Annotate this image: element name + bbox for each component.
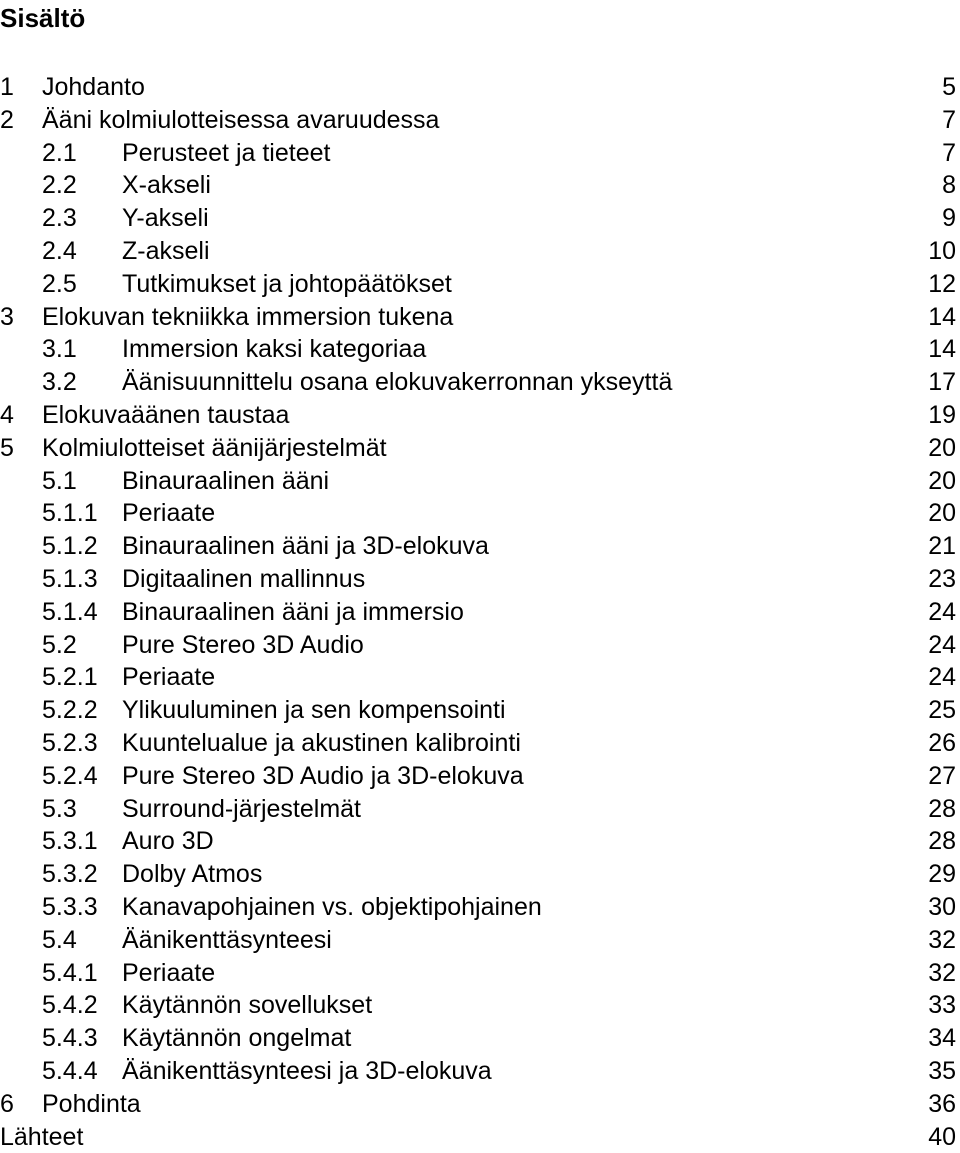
toc-entry-title: Periaate bbox=[122, 661, 215, 694]
toc-entry-page-number: 34 bbox=[928, 1022, 956, 1055]
toc-entry-title: Binauraalinen ääni ja 3D-elokuva bbox=[122, 530, 489, 563]
toc-entry-page-number: 35 bbox=[928, 1055, 956, 1088]
toc-entry-number: 5.2.1 bbox=[42, 661, 98, 694]
toc-entry-page-number: 25 bbox=[928, 694, 956, 727]
toc-entry-number: 3.1 bbox=[42, 333, 77, 366]
toc-entry-number: 4 bbox=[0, 399, 14, 432]
toc-entry[interactable] bbox=[0, 596, 960, 629]
toc-entry[interactable] bbox=[0, 301, 960, 334]
toc-entry[interactable] bbox=[0, 661, 960, 694]
toc-entry-number: 2.1 bbox=[42, 137, 77, 170]
toc-entry-title: Immersion kaksi kategoriaa bbox=[122, 333, 426, 366]
toc-entry[interactable] bbox=[0, 235, 960, 268]
toc-entry-number: 5.4 bbox=[42, 924, 77, 957]
toc-entry-title: Kuuntelualue ja akustinen kalibrointi bbox=[122, 727, 521, 760]
toc-entry[interactable] bbox=[0, 793, 960, 826]
toc-entry-title: Perusteet ja tieteet bbox=[122, 137, 330, 170]
toc-entry-number: 5.1.3 bbox=[42, 563, 98, 596]
toc-entry-number: 2.3 bbox=[42, 202, 77, 235]
toc-entry[interactable] bbox=[0, 268, 960, 301]
toc-entry-number: 5.2.3 bbox=[42, 727, 98, 760]
toc-entry-title: Surround-järjestelmät bbox=[122, 793, 361, 826]
toc-entry-number: 5.2 bbox=[42, 629, 77, 662]
toc-entry[interactable] bbox=[0, 497, 960, 530]
toc-entry-title: Pure Stereo 3D Audio ja 3D-elokuva bbox=[122, 760, 524, 793]
toc-entry-page-number: 24 bbox=[928, 596, 956, 629]
toc-entry-number: 5.1.2 bbox=[42, 530, 98, 563]
toc-entry-number: 5 bbox=[0, 432, 14, 465]
toc-entry-title: Auro 3D bbox=[122, 825, 214, 858]
toc-entry-page-number: 14 bbox=[928, 333, 956, 366]
toc-entry-title: Binauraalinen ääni ja immersio bbox=[122, 596, 464, 629]
toc-entry-title: Elokuvaäänen taustaa bbox=[42, 399, 289, 432]
toc-entry[interactable] bbox=[0, 137, 960, 170]
toc-entry-title: Johdanto bbox=[42, 71, 145, 104]
toc-entry[interactable] bbox=[0, 858, 960, 891]
toc-entry[interactable] bbox=[0, 825, 960, 858]
toc-entry-title: X-akseli bbox=[122, 169, 211, 202]
toc-entry-number: 1 bbox=[0, 71, 14, 104]
toc-entry-page-number: 17 bbox=[928, 366, 956, 399]
toc-entry-page-number: 20 bbox=[928, 497, 956, 530]
toc-entry-number: 5.1 bbox=[42, 465, 77, 498]
toc-entry[interactable] bbox=[0, 891, 960, 924]
toc-entry-page-number: 40 bbox=[928, 1121, 956, 1153]
toc-entry-page-number: 30 bbox=[928, 891, 956, 924]
toc-entry-page-number: 20 bbox=[928, 432, 956, 465]
toc-entry-title: Periaate bbox=[122, 497, 215, 530]
toc-entry[interactable] bbox=[0, 432, 960, 465]
toc-entry-page-number: 32 bbox=[928, 924, 956, 957]
toc-entry-page-number: 21 bbox=[928, 530, 956, 563]
toc-entry-number: 2.4 bbox=[42, 235, 77, 268]
toc-entry-title: Kolmiulotteiset äänijärjestelmät bbox=[42, 432, 387, 465]
page-title: Sisältö bbox=[0, 2, 85, 34]
toc-entry[interactable] bbox=[0, 563, 960, 596]
toc-entry-page-number: 20 bbox=[928, 465, 956, 498]
toc-entry-page-number: 24 bbox=[928, 661, 956, 694]
toc-entry-number: 5.2.2 bbox=[42, 694, 98, 727]
toc-entry[interactable] bbox=[0, 1022, 960, 1055]
toc-entry-title: Ylikuuluminen ja sen kompensointi bbox=[122, 694, 506, 727]
toc-entry-title: Äänikenttäsynteesi bbox=[122, 924, 332, 957]
toc-entry-title: Dolby Atmos bbox=[122, 858, 262, 891]
toc-entry-page-number: 12 bbox=[928, 268, 956, 301]
toc-entry-number: 3 bbox=[0, 301, 14, 334]
toc-entry-page-number: 23 bbox=[928, 563, 956, 596]
toc-entry-title: Ääni kolmiulotteisessa avaruudessa bbox=[42, 104, 439, 137]
toc-entry-title: Pohdinta bbox=[42, 1088, 141, 1121]
toc-entry-title: Lähteet bbox=[0, 1121, 83, 1153]
toc-entry-title: Elokuvan tekniikka immersion tukena bbox=[42, 301, 453, 334]
toc-entry-page-number: 28 bbox=[928, 825, 956, 858]
toc-entry[interactable] bbox=[0, 399, 960, 432]
toc-entry-number: 5.3.1 bbox=[42, 825, 98, 858]
toc-entry-page-number: 7 bbox=[942, 137, 956, 170]
toc-entry-title: Z-akseli bbox=[122, 235, 210, 268]
toc-entry[interactable] bbox=[0, 530, 960, 563]
toc-entry[interactable] bbox=[0, 957, 960, 990]
toc-entry-page-number: 26 bbox=[928, 727, 956, 760]
toc-entry-page-number: 9 bbox=[942, 202, 956, 235]
toc-entry-title: Tutkimukset ja johtopäätökset bbox=[122, 268, 452, 301]
toc-entry[interactable] bbox=[0, 169, 960, 202]
toc-entry[interactable] bbox=[0, 760, 960, 793]
toc-entry-number: 2.5 bbox=[42, 268, 77, 301]
table-of-contents bbox=[0, 71, 960, 1153]
toc-entry-number: 2 bbox=[0, 104, 14, 137]
toc-entry-title: Binauraalinen ääni bbox=[122, 465, 329, 498]
toc-entry-title: Käytännön sovellukset bbox=[122, 989, 372, 1022]
toc-entry-title: Kanavapohjainen vs. objektipohjainen bbox=[122, 891, 542, 924]
toc-entry-page-number: 24 bbox=[928, 629, 956, 662]
toc-entry[interactable] bbox=[0, 1055, 960, 1088]
toc-entry-number: 5.4.2 bbox=[42, 989, 98, 1022]
toc-entry-number: 5.3.2 bbox=[42, 858, 98, 891]
toc-entry[interactable] bbox=[0, 694, 960, 727]
toc-entry-page-number: 28 bbox=[928, 793, 956, 826]
toc-entry[interactable] bbox=[0, 629, 960, 662]
toc-entry[interactable] bbox=[0, 1088, 960, 1121]
toc-entry-number: 5.3 bbox=[42, 793, 77, 826]
toc-entry-title: Äänikenttäsynteesi ja 3D-elokuva bbox=[122, 1055, 492, 1088]
toc-entry-title: Käytännön ongelmat bbox=[122, 1022, 351, 1055]
toc-entry[interactable] bbox=[0, 202, 960, 235]
toc-entry-title: Pure Stereo 3D Audio bbox=[122, 629, 364, 662]
toc-entry-number: 5.1.1 bbox=[42, 497, 98, 530]
toc-entry-number: 5.1.4 bbox=[42, 596, 98, 629]
toc-entry-page-number: 19 bbox=[928, 399, 956, 432]
toc-entry-page-number: 8 bbox=[942, 169, 956, 202]
toc-entry-title: Äänisuunnittelu osana elokuvakerronnan ykseyttä bbox=[122, 366, 672, 399]
toc-entry[interactable] bbox=[0, 1121, 960, 1153]
toc-entry-page-number: 29 bbox=[928, 858, 956, 891]
toc-entry-number: 5.4.3 bbox=[42, 1022, 98, 1055]
toc-entry-page-number: 5 bbox=[942, 71, 956, 104]
toc-entry-number: 6 bbox=[0, 1088, 14, 1121]
toc-entry[interactable] bbox=[0, 333, 960, 366]
toc-entry-number: 5.2.4 bbox=[42, 760, 98, 793]
toc-entry-number: 5.4.1 bbox=[42, 957, 98, 990]
toc-entry[interactable] bbox=[0, 104, 960, 137]
toc-entry-title: Digitaalinen mallinnus bbox=[122, 563, 365, 596]
toc-entry-page-number: 10 bbox=[928, 235, 956, 268]
toc-entry-number: 2.2 bbox=[42, 169, 77, 202]
toc-entry-number: 5.4.4 bbox=[42, 1055, 98, 1088]
toc-entry[interactable] bbox=[0, 727, 960, 760]
toc-entry-number: 3.2 bbox=[42, 366, 77, 399]
toc-entry-page-number: 7 bbox=[942, 104, 956, 137]
toc-entry[interactable] bbox=[0, 366, 960, 399]
toc-entry[interactable] bbox=[0, 989, 960, 1022]
toc-entry-title: Periaate bbox=[122, 957, 215, 990]
toc-entry-page-number: 33 bbox=[928, 989, 956, 1022]
toc-entry-page-number: 32 bbox=[928, 957, 956, 990]
toc-entry[interactable] bbox=[0, 924, 960, 957]
toc-entry[interactable] bbox=[0, 71, 960, 104]
toc-entry-number: 5.3.3 bbox=[42, 891, 98, 924]
toc-entry[interactable] bbox=[0, 465, 960, 498]
toc-entry-page-number: 36 bbox=[928, 1088, 956, 1121]
toc-entry-title: Y-akseli bbox=[122, 202, 209, 235]
toc-entry-page-number: 27 bbox=[928, 760, 956, 793]
toc-entry-page-number: 14 bbox=[928, 301, 956, 334]
